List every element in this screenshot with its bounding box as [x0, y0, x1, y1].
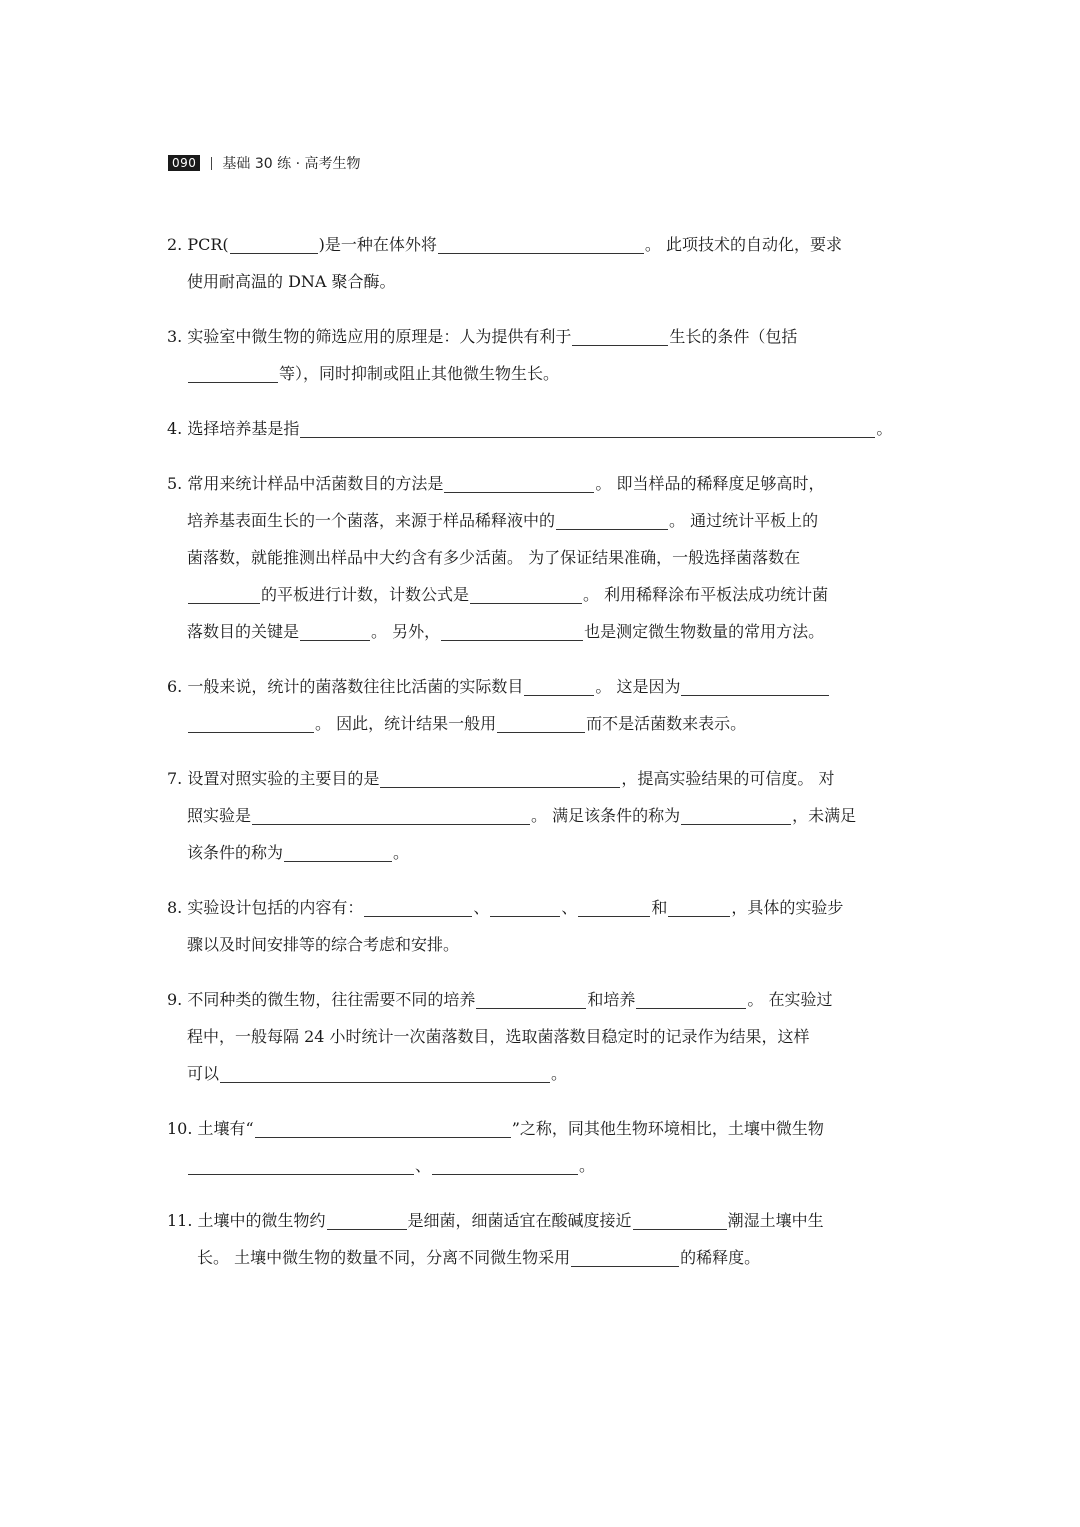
- answer-blank[interactable]: [572, 325, 668, 346]
- answer-blank[interactable]: [444, 472, 594, 493]
- question-text: )是一种在体外将: [318, 235, 437, 254]
- question-text: 和: [651, 898, 668, 917]
- question-text: 可以: [187, 1064, 220, 1083]
- answer-blank[interactable]: [681, 675, 829, 696]
- answer-blank[interactable]: [556, 509, 668, 530]
- answer-blank[interactable]: [476, 988, 586, 1009]
- question-text: 8. 实验设计包括的内容有：: [167, 898, 364, 917]
- question-7: [167, 760, 912, 871]
- answer-blank[interactable]: [524, 675, 594, 696]
- question-2: [167, 226, 912, 300]
- question-text: 7. 设置对照实验的主要目的是: [167, 769, 380, 788]
- answer-blank[interactable]: [284, 841, 392, 862]
- answer-blank[interactable]: [255, 1117, 511, 1138]
- answer-blank[interactable]: [571, 1246, 679, 1267]
- page-number: 090: [168, 155, 200, 171]
- answer-blank[interactable]: [364, 896, 472, 917]
- book-title: 基础 30 练 · 高考生物: [222, 156, 361, 172]
- answer-blank[interactable]: [188, 583, 260, 604]
- answer-blank[interactable]: [220, 1062, 550, 1083]
- answer-blank[interactable]: [668, 896, 730, 917]
- answer-blank[interactable]: [300, 417, 875, 438]
- question-text: 骤以及时间安排等的综合考虑和安排。: [187, 935, 460, 954]
- answer-blank[interactable]: [470, 583, 582, 604]
- question-text: 而不是活菌数来表示。: [586, 714, 747, 733]
- answer-blank[interactable]: [252, 804, 530, 825]
- question-3: [167, 318, 912, 392]
- question-9: [167, 981, 912, 1092]
- question-text: 的稀释度。: [680, 1248, 761, 1267]
- question-text: 是细菌，细菌适宜在酸碱度接近: [407, 1211, 632, 1230]
- question-text: ，提高实验结果的可信度。 对: [621, 769, 835, 788]
- question-text: 10. 土壤有“: [167, 1119, 254, 1138]
- answer-blank[interactable]: [300, 620, 370, 641]
- question-text: 。 利用稀释涂布平板法成功统计菌: [583, 585, 829, 604]
- question-text: 。 因此，统计结果一般用: [315, 714, 497, 733]
- question-text: 。 这是因为: [595, 677, 681, 696]
- question-text: 生长的条件（包括: [669, 327, 798, 346]
- question-text: 6. 一般来说，统计的菌落数往往比活菌的实际数目: [167, 677, 524, 696]
- answer-blank[interactable]: [490, 896, 560, 917]
- answer-blank[interactable]: [681, 804, 791, 825]
- answer-blank[interactable]: [188, 362, 278, 383]
- question-text: 落数目的关键是: [187, 622, 300, 641]
- question-text: 程中，一般每隔 24 小时统计一次菌落数目，选取菌落数目稳定时的记录作为结果，这样: [187, 1027, 810, 1046]
- question-text: 9. 不同种类的微生物，往往需要不同的培养: [167, 990, 476, 1009]
- question-10: [167, 1110, 912, 1184]
- question-6: [167, 668, 912, 742]
- question-text: 4. 选择培养基是指: [167, 419, 300, 438]
- question-text: 、: [561, 898, 578, 917]
- question-text: 。 即当样品的稀释度足够高时，: [595, 474, 825, 493]
- question-text: 。 此项技术的自动化，要求: [644, 235, 842, 254]
- question-text: ，具体的实验步: [731, 898, 844, 917]
- question-8: [167, 889, 912, 963]
- question-text: 和培养: [587, 990, 636, 1009]
- question-text: 、: [473, 898, 490, 917]
- question-text: 的平板进行计数，计数公式是: [261, 585, 470, 604]
- answer-blank[interactable]: [230, 233, 318, 254]
- question-text: 该条件的称为: [187, 843, 284, 862]
- answer-blank[interactable]: [441, 620, 583, 641]
- question-text: 5. 常用来统计样品中活菌数目的方法是: [167, 474, 444, 493]
- question-4: [167, 410, 912, 447]
- page-header: [168, 153, 360, 173]
- question-text: 等），同时抑制或阻止其他微生物生长。: [279, 364, 560, 383]
- question-text: 。: [876, 419, 893, 438]
- question-5: [167, 465, 912, 650]
- question-11: [167, 1202, 912, 1276]
- answer-blank[interactable]: [578, 896, 650, 917]
- question-text: 菌落数，就能推测出样品中大约含有多少活菌。 为了保证结果准确，一般选择菌落数在: [187, 548, 801, 567]
- question-text: 。 通过统计平板上的: [669, 511, 819, 530]
- question-text: 。 另外，: [371, 622, 441, 641]
- question-text: 。: [393, 843, 410, 862]
- answer-blank[interactable]: [188, 1154, 414, 1175]
- answer-blank[interactable]: [188, 712, 314, 733]
- question-text: 。 满足该条件的称为: [531, 806, 681, 825]
- question-text: 。 在实验过: [747, 990, 833, 1009]
- question-text: 2. PCR(: [167, 235, 229, 254]
- question-text: 培养基表面生长的一个菌落，来源于样品稀释液中的: [187, 511, 556, 530]
- question-text: 3. 实验室中微生物的筛选应用的原理是：人为提供有利于: [167, 327, 572, 346]
- answer-blank[interactable]: [497, 712, 585, 733]
- answer-blank[interactable]: [636, 988, 746, 1009]
- question-text: 11. 土壤中的微生物约: [167, 1211, 326, 1230]
- question-text: 。: [551, 1064, 568, 1083]
- answer-blank[interactable]: [633, 1209, 727, 1230]
- question-text: 照实验是: [187, 806, 252, 825]
- answer-blank[interactable]: [327, 1209, 407, 1230]
- question-list: [167, 226, 912, 1294]
- answer-blank[interactable]: [380, 767, 620, 788]
- question-text: ，未满足: [792, 806, 857, 825]
- question-text: ”之称，同其他生物环境相比，土壤中微生物: [511, 1119, 824, 1138]
- question-text: 、: [415, 1156, 432, 1175]
- question-text: 也是测定微生物数量的常用方法。: [584, 622, 825, 641]
- answer-blank[interactable]: [432, 1154, 578, 1175]
- question-text: 。: [579, 1156, 596, 1175]
- question-text: 长。 土壤中微生物的数量不同，分离不同微生物采用: [197, 1248, 571, 1267]
- header-divider: [211, 157, 212, 170]
- answer-blank[interactable]: [438, 233, 644, 254]
- question-text: 使用耐高温的 DNA 聚合酶。: [187, 272, 396, 291]
- question-text: 潮湿土壤中生: [727, 1211, 824, 1230]
